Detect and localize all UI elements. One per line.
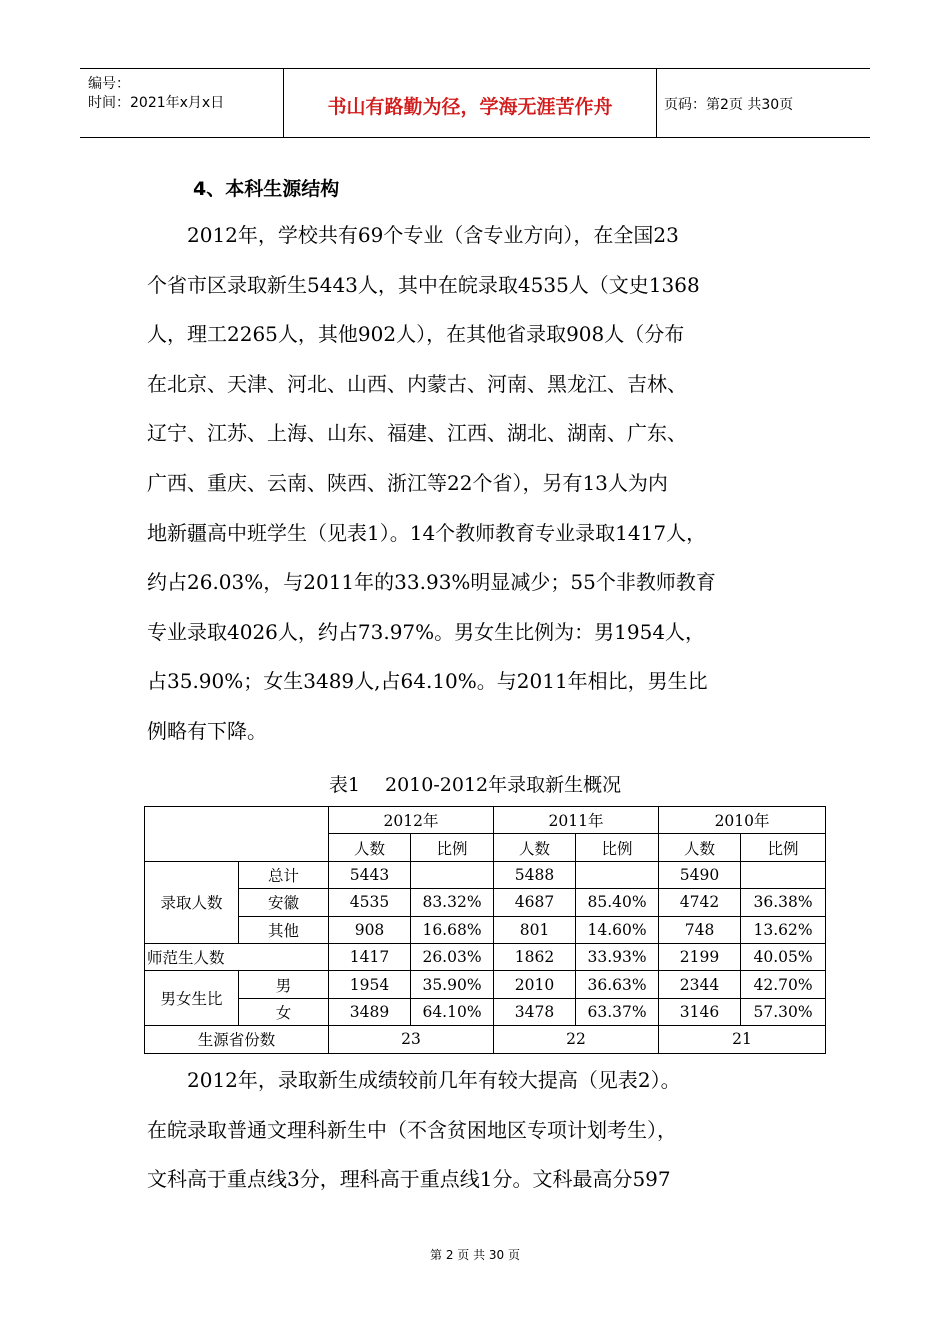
table-cell: 35.90% [411, 971, 494, 998]
page-header [80, 68, 870, 138]
table-row [145, 889, 826, 916]
row-label: 安徽 [239, 889, 329, 916]
table-cell: 908 [329, 916, 411, 943]
paragraph-line: 约占26.03%，与2011年的33.93%明显减少；55个非教师教育 [147, 570, 716, 595]
admission-table [144, 806, 826, 1054]
paragraph-line: 辽宁、江苏、上海、山东、福建、江西、湖北、湖南、广东、 [147, 421, 687, 446]
paragraph-line: 个省市区录取新生5443人，其中在皖录取4535人（文史1368 [147, 272, 700, 297]
paragraph-line: 2012年，学校共有69个专业（含专业方向），在全国23 [147, 223, 679, 247]
header-motto-cell [283, 69, 657, 137]
table-cell: 2344 [659, 971, 741, 998]
table-row [145, 861, 826, 888]
table-cell: 2199 [659, 943, 741, 970]
table-cell: 3146 [659, 998, 741, 1025]
paragraph-line: 广西、重庆、云南、陕西、浙江等22个省），另有13人为内 [147, 470, 668, 495]
table-cell: 2010 [494, 971, 576, 998]
year-header: 2012年 [329, 807, 494, 834]
table-cell: 42.70% [741, 971, 826, 998]
table-cell [411, 861, 494, 888]
table-cell: 33.93% [576, 943, 659, 970]
year-header: 2010年 [659, 807, 826, 834]
column-subheader: 比例 [576, 834, 659, 861]
table-cell: 13.62% [741, 916, 826, 943]
table-cell: 5443 [329, 861, 411, 888]
row-group-label: 男女生比 [145, 971, 239, 1026]
paragraph-line: 在北京、天津、河北、山西、内蒙古、河南、黑龙江、吉林、 [147, 371, 687, 396]
table-cell: 57.30% [741, 998, 826, 1025]
table-cell: 4687 [494, 889, 576, 916]
column-subheader: 比例 [411, 834, 494, 861]
table-row [145, 916, 826, 943]
header-number-label: 编号： [88, 76, 130, 92]
table-cell: 14.60% [576, 916, 659, 943]
paragraph-line: 专业录取4026人，约占73.97%。男女生比例为：男1954人， [147, 619, 706, 644]
table-cell: 63.37% [576, 998, 659, 1025]
table-cell: 3489 [329, 998, 411, 1025]
table-cell [576, 861, 659, 888]
paragraph-line: 人，理工2265人，其他902人），在其他省录取908人（分布 [147, 322, 685, 347]
table-row [145, 998, 826, 1025]
row-label: 其他 [239, 916, 329, 943]
table-cell: 16.68% [411, 916, 494, 943]
header-page-cell [656, 69, 870, 137]
table-cell: 85.40% [576, 889, 659, 916]
table-cell: 4742 [659, 889, 741, 916]
header-time-label: 时间：2021年x月x日 [88, 95, 225, 111]
table-cell: 26.03% [411, 943, 494, 970]
table-row [145, 943, 826, 970]
column-subheader: 人数 [659, 834, 741, 861]
column-subheader: 比例 [741, 834, 826, 861]
table-cell: 21 [659, 1026, 826, 1053]
table-cell: 1417 [329, 943, 411, 970]
table-cell: 5488 [494, 861, 576, 888]
paragraph-structure [147, 211, 807, 757]
table-header-row [145, 807, 826, 834]
table-cell: 801 [494, 916, 576, 943]
header-meta [80, 69, 283, 137]
header-page-label: 页码：第2页 共30页 [664, 97, 794, 113]
paragraph-line: 文科高于重点线3分，理科高于重点线1分。文科最高分597 [147, 1167, 671, 1192]
table-row [145, 971, 826, 998]
table-caption: 表1 2010-2012年录取新生概况 [328, 774, 622, 796]
table-row [145, 1026, 826, 1053]
table-cell [741, 861, 826, 888]
table-cell: 5490 [659, 861, 741, 888]
column-subheader: 人数 [494, 834, 576, 861]
paragraph-scores [147, 1056, 807, 1205]
paragraph-line: 在皖录取普通文理科新生中（不含贫困地区专项计划考生）， [147, 1117, 677, 1142]
table-cell: 36.38% [741, 889, 826, 916]
page-footer: 第 2 页 共 30 页 [430, 1248, 520, 1262]
paragraph-line: 地新疆高中班学生（见表1）。14个教师教育专业录取1417人， [147, 520, 707, 545]
table-cell: 3478 [494, 998, 576, 1025]
table-cell: 748 [659, 916, 741, 943]
table-cell: 1954 [329, 971, 411, 998]
table-cell: 40.05% [741, 943, 826, 970]
row-label: 女 [239, 998, 329, 1025]
table-cell: 22 [494, 1026, 659, 1053]
table-cell: 64.10% [411, 998, 494, 1025]
table-cell: 83.32% [411, 889, 494, 916]
paragraph-line: 2012年，录取新生成绩较前几年有较大提高（见表2）。 [147, 1068, 681, 1092]
table-corner-cell [145, 807, 329, 862]
row-group-label: 录取人数 [145, 861, 239, 943]
row-label: 男 [239, 971, 329, 998]
row-label: 师范生人数 [145, 943, 329, 970]
column-subheader: 人数 [329, 834, 411, 861]
table-cell: 4535 [329, 889, 411, 916]
header-motto: 书山有路勤为径，学海无涯苦作舟 [327, 96, 613, 118]
table-cell: 23 [329, 1026, 494, 1053]
paragraph-line: 占35.90%；女生3489人,占64.10%。与2011年相比，男生比 [147, 669, 708, 694]
row-label: 总计 [239, 861, 329, 888]
paragraph-line: 例略有下降。 [147, 718, 267, 743]
row-label: 生源省份数 [145, 1026, 329, 1053]
table-cell: 36.63% [576, 971, 659, 998]
section-title: 4、本科生源结构 [193, 178, 340, 200]
year-header: 2011年 [494, 807, 659, 834]
table-cell: 1862 [494, 943, 576, 970]
